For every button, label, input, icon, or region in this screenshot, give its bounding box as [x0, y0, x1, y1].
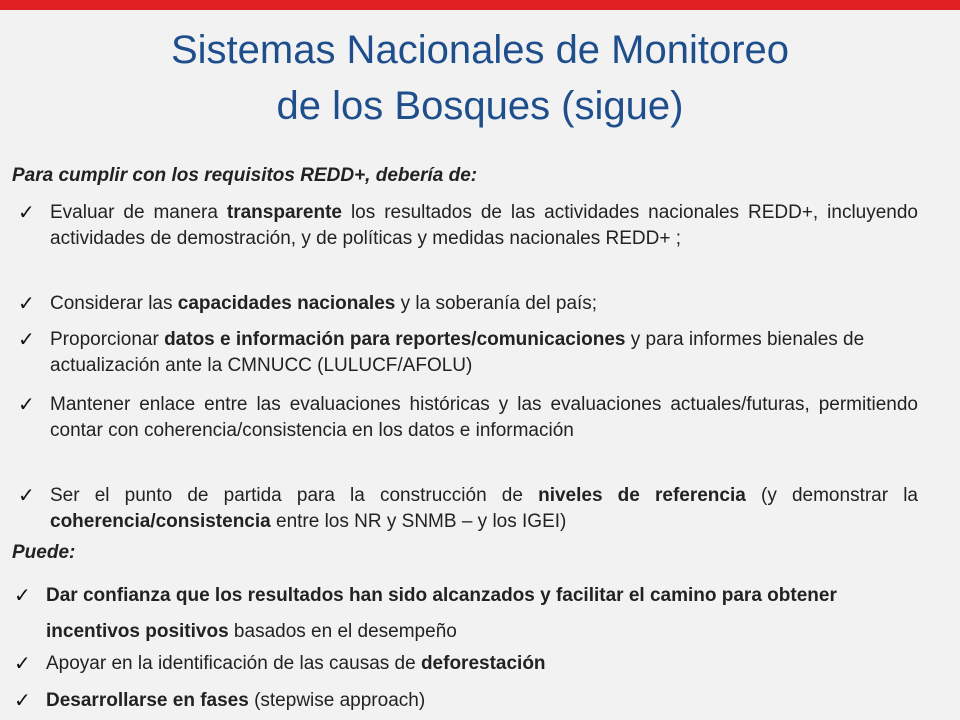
section-benefits-label: Puede:	[12, 542, 76, 563]
list-item: ✓ Desarrollarse en fases (stepwise approach)	[14, 690, 426, 712]
list-item: ✓ Mantener enlace entre las evaluaciones históricas y las evaluaciones actuales/futuras, permitiendo contar con coherencia/consistencia en los datos e información	[18, 394, 918, 441]
list-item: ✓ Ser el punto de partida para la construcción de niveles de referencia (y demonstrar la coherencia/consistencia entre los NR y SNMB – y los IGEI)	[18, 485, 919, 532]
check-icon: ✓	[18, 394, 35, 416]
list-item: ✓ Proporcionar datos e información para reportes/comunicaciones y para informes bienales de actualización ante la CMNUCC (LULUCF/AFOLU)	[18, 329, 865, 376]
check-icon: ✓	[14, 653, 31, 675]
slide-title	[0, 22, 960, 134]
title-line-1: Sistemas Nacionales de Monitoreo	[170, 28, 790, 72]
check-icon: ✓	[14, 585, 31, 607]
list-item: ✓ Evaluar de manera transparente los resultados de las actividades nacionales REDD+, incluyendo actividades de demostración, y de políticas y medidas nacionales REDD+ ;	[18, 202, 918, 249]
list-item: ✓ Apoyar en la identificación de las causas de deforestación	[14, 653, 546, 675]
section-requirements-label: Para cumplir con los requisitos REDD+, debería de:	[12, 165, 478, 186]
check-icon: ✓	[18, 485, 35, 507]
title-line-2: de los Bosques (sigue)	[276, 84, 684, 128]
check-icon: ✓	[18, 202, 35, 224]
list-item: ✓ Considerar las capacidades nacionales y la soberanía del país;	[18, 293, 598, 315]
list-item: ✓ Dar confianza que los resultados han sido alcanzados y facilitar el camino para obtener incentivos positivos basados en el desempeño	[14, 578, 934, 650]
check-icon: ✓	[18, 293, 35, 315]
check-icon: ✓	[14, 690, 31, 712]
top-accent-bar	[0, 0, 960, 10]
check-icon: ✓	[18, 329, 35, 351]
